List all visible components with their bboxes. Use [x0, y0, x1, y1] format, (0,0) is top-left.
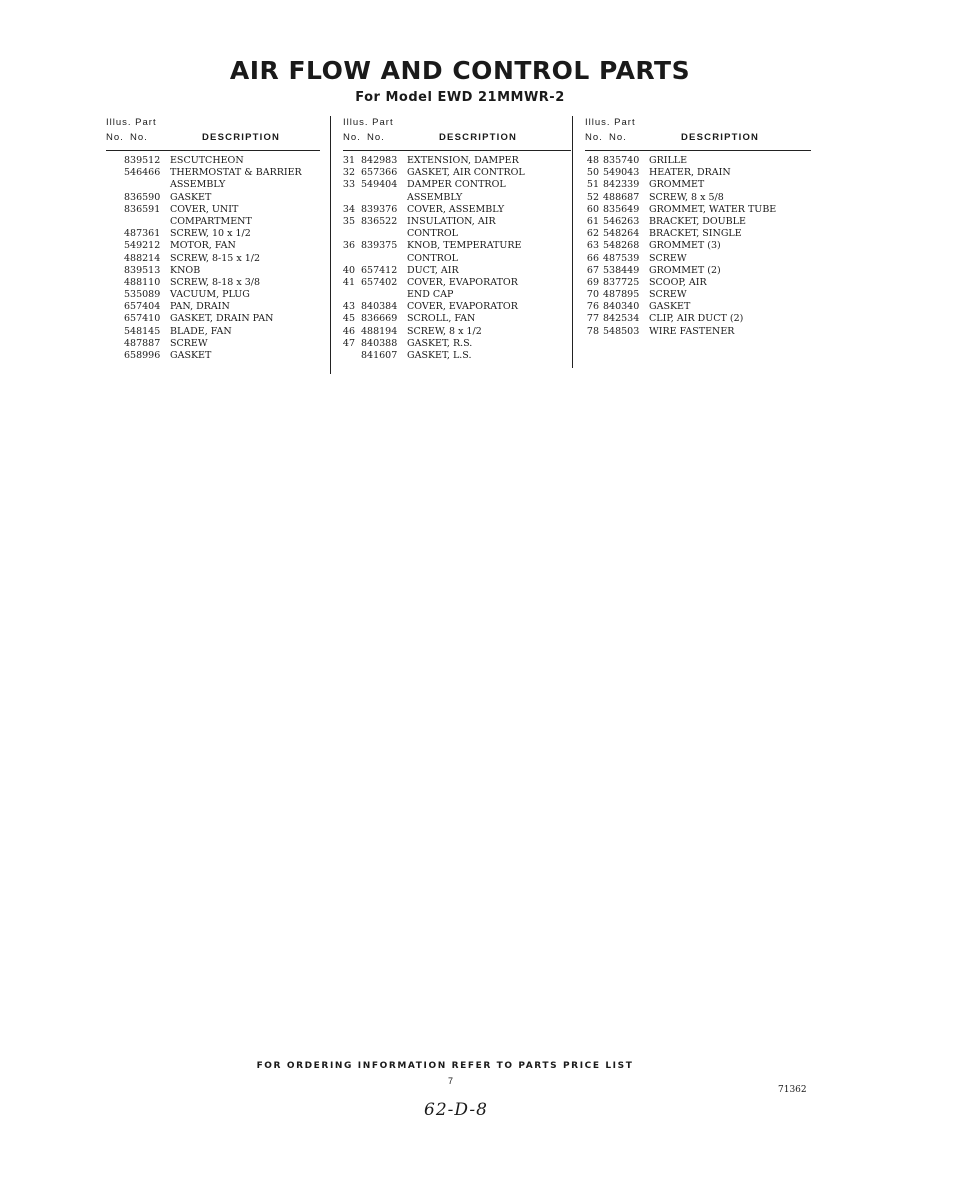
parts-row — [106, 313, 320, 325]
part-number: 548268 — [603, 240, 640, 252]
parts-row — [106, 289, 320, 301]
part-description: COMPARTMENT — [170, 215, 252, 227]
part-number: 657366 — [361, 167, 398, 179]
parts-row — [585, 277, 811, 289]
part-description: DUCT, AIR — [407, 264, 459, 276]
part-number: 487887 — [124, 337, 161, 349]
parts-list — [343, 155, 571, 362]
illus-number: 31 — [342, 155, 355, 166]
illus-number: 47 — [342, 337, 355, 349]
part-description: COVER, EVAPORATOR — [407, 301, 518, 313]
parts-row — [343, 301, 571, 313]
part-number: 535089 — [124, 289, 161, 301]
part-description: GASKET, DRAIN PAN — [170, 313, 274, 325]
part-number: 842339 — [603, 179, 640, 191]
parts-row — [106, 301, 320, 313]
part-description: SCROLL, FAN — [407, 313, 476, 325]
part-description: GASKET, L.S. — [407, 350, 472, 361]
part-description: COVER, EVAPORATOR — [407, 276, 518, 288]
parts-row — [343, 326, 571, 338]
illus-number: 33 — [342, 179, 355, 191]
illus-number: 50 — [586, 167, 599, 179]
part-number: 487361 — [124, 228, 161, 240]
part-number: 835649 — [603, 203, 640, 215]
parts-row — [106, 253, 320, 265]
part-description: SCREW — [649, 252, 687, 264]
parts-row — [585, 301, 811, 313]
part-description: GROMMET (3) — [649, 240, 721, 252]
part-description: ASSEMBLY — [170, 179, 226, 191]
header-part-no: No. — [609, 132, 627, 143]
document-number: 71362 — [778, 1085, 807, 1095]
part-description: GASKET, AIR CONTROL — [407, 167, 525, 179]
part-number: 657412 — [361, 264, 398, 276]
header-part-no: No. — [367, 132, 385, 143]
header-no: No. — [343, 132, 361, 143]
page-subtitle: For Model EWD 21MMWR-2 — [355, 90, 565, 105]
parts-row — [106, 265, 320, 277]
illus-number: 69 — [586, 276, 599, 288]
ordering-info-footer: FOR ORDERING INFORMATION REFER TO PARTS PRICE LIST — [256, 1061, 634, 1071]
part-number: 841607 — [361, 350, 398, 361]
part-description: GASKET — [170, 191, 212, 203]
part-description: HEATER, DRAIN — [649, 167, 731, 179]
part-description: COVER, ASSEMBLY — [407, 203, 505, 215]
parts-row — [106, 155, 320, 167]
parts-row — [585, 289, 811, 301]
part-description: BRACKET, SINGLE — [649, 228, 742, 240]
part-description: SCREW, 8-18 x 3/8 — [170, 276, 261, 288]
part-description: GASKET, R.S. — [407, 337, 473, 349]
part-number: 836522 — [361, 215, 398, 227]
part-number: 487895 — [603, 289, 640, 301]
part-number: 538449 — [603, 264, 640, 276]
header-description: DESCRIPTION — [439, 132, 518, 143]
parts-list — [106, 155, 320, 362]
illus-number: 36 — [342, 240, 355, 252]
parts-row — [585, 192, 811, 204]
part-number: 657410 — [124, 313, 161, 325]
part-description: SCOOP, AIR — [649, 276, 707, 288]
handwritten-note: 62-D-8 — [424, 1100, 488, 1120]
parts-row — [585, 179, 811, 191]
parts-row — [106, 277, 320, 289]
parts-row — [585, 313, 811, 325]
part-description: VACUUM, PLUG — [170, 289, 250, 301]
parts-row — [585, 155, 811, 167]
parts-row — [106, 350, 320, 362]
part-description: INSULATION, AIR — [407, 215, 496, 227]
parts-row — [343, 350, 571, 362]
parts-row — [106, 240, 320, 252]
illus-number: 48 — [586, 155, 599, 166]
parts-list — [585, 155, 811, 338]
part-description: SCREW, 8 x 5/8 — [649, 191, 724, 203]
illus-number: 43 — [342, 301, 355, 313]
part-number: 836669 — [361, 313, 398, 325]
header-illus-part: Illus. Part — [106, 117, 157, 128]
part-number: 549404 — [361, 179, 398, 191]
parts-row — [343, 338, 571, 350]
parts-row — [106, 228, 320, 240]
parts-row — [106, 179, 320, 191]
part-number: 840340 — [603, 301, 640, 313]
part-description: ASSEMBLY — [407, 191, 463, 203]
parts-row — [343, 228, 571, 240]
parts-row — [585, 253, 811, 265]
parts-row — [585, 265, 811, 277]
part-number: 658996 — [124, 350, 161, 361]
illus-number: 67 — [586, 264, 599, 276]
parts-row — [343, 155, 571, 167]
part-number: 842534 — [603, 313, 640, 325]
part-number: 840384 — [361, 301, 398, 313]
part-number: 839376 — [361, 203, 398, 215]
part-description: BRACKET, DOUBLE — [649, 215, 746, 227]
part-description: GASKET — [170, 350, 212, 361]
column-header — [343, 114, 571, 151]
part-description: COVER, UNIT — [170, 203, 239, 215]
header-description: DESCRIPTION — [681, 132, 760, 143]
part-description: SCREW — [170, 337, 208, 349]
part-number: 836590 — [124, 191, 161, 203]
illus-number: 66 — [586, 252, 599, 264]
part-description: SCREW, 8 x 1/2 — [407, 325, 482, 337]
header-description: DESCRIPTION — [202, 132, 281, 143]
part-number: 488214 — [124, 252, 161, 264]
parts-column-2 — [343, 114, 571, 362]
part-number: 842983 — [361, 155, 398, 166]
column-divider — [572, 116, 573, 368]
parts-row — [343, 204, 571, 216]
part-description: GROMMET, WATER TUBE — [649, 203, 777, 215]
part-number: 488194 — [361, 325, 398, 337]
parts-row — [585, 216, 811, 228]
parts-row — [343, 192, 571, 204]
part-number: 488687 — [603, 191, 640, 203]
parts-row — [106, 216, 320, 228]
illus-number: 77 — [586, 313, 599, 325]
illus-number: 41 — [342, 276, 355, 288]
part-description: CONTROL — [407, 252, 458, 264]
part-number: 487539 — [603, 252, 640, 264]
part-description: DAMPER CONTROL — [407, 179, 506, 191]
part-description: GROMMET (2) — [649, 264, 721, 276]
part-number: 549043 — [603, 167, 640, 179]
parts-column-1 — [106, 114, 320, 362]
part-description: GROMMET — [649, 179, 705, 191]
parts-row — [343, 253, 571, 265]
page-number: 7 — [448, 1076, 454, 1086]
column-header — [585, 114, 811, 151]
part-number: 836591 — [124, 203, 161, 215]
part-number: 657402 — [361, 276, 398, 288]
header-part-no: No. — [130, 132, 148, 143]
part-description: SCREW — [649, 289, 687, 301]
part-description: SCREW, 8-15 x 1/2 — [170, 252, 261, 264]
part-description: ESCUTCHEON — [170, 155, 244, 166]
part-description: WIRE FASTENER — [649, 325, 735, 337]
parts-row — [343, 289, 571, 301]
part-description: END CAP — [407, 289, 454, 301]
header-no: No. — [585, 132, 603, 143]
part-number: 837725 — [603, 276, 640, 288]
parts-row — [106, 167, 320, 179]
parts-column-3 — [585, 114, 811, 338]
parts-row — [585, 228, 811, 240]
illus-number: 35 — [342, 215, 355, 227]
part-number: 488110 — [124, 276, 161, 288]
illus-number: 40 — [342, 264, 355, 276]
illus-number: 34 — [342, 203, 355, 215]
parts-row — [343, 167, 571, 179]
parts-row — [343, 265, 571, 277]
part-description: MOTOR, FAN — [170, 240, 236, 252]
illus-number: 70 — [586, 289, 599, 301]
part-description: SCREW, 10 x 1/2 — [170, 228, 251, 240]
illus-number: 76 — [586, 301, 599, 313]
part-description: CONTROL — [407, 228, 458, 240]
part-number: 548264 — [603, 228, 640, 240]
parts-row — [585, 204, 811, 216]
part-description: EXTENSION, DAMPER — [407, 155, 519, 166]
part-description: KNOB, TEMPERATURE — [407, 240, 522, 252]
part-description: CLIP, AIR DUCT (2) — [649, 313, 744, 325]
part-number: 835740 — [603, 155, 640, 166]
parts-row — [585, 167, 811, 179]
part-description: GASKET — [649, 301, 691, 313]
parts-row — [585, 326, 811, 338]
illus-number: 45 — [342, 313, 355, 325]
part-number: 549212 — [124, 240, 161, 252]
parts-row — [585, 240, 811, 252]
header-illus-part: Illus. Part — [585, 117, 636, 128]
part-number: 548145 — [124, 325, 161, 337]
illus-number: 62 — [586, 228, 599, 240]
illus-number: 78 — [586, 325, 599, 337]
illus-number: 52 — [586, 191, 599, 203]
part-number: 840388 — [361, 337, 398, 349]
part-number: 546263 — [603, 215, 640, 227]
parts-row — [343, 277, 571, 289]
illus-number: 60 — [586, 203, 599, 215]
parts-row — [106, 326, 320, 338]
part-number: 548503 — [603, 325, 640, 337]
illus-number: 51 — [586, 179, 599, 191]
illus-number: 32 — [342, 167, 355, 179]
illus-number: 61 — [586, 215, 599, 227]
part-number: 839513 — [124, 264, 161, 276]
part-description: KNOB — [170, 264, 201, 276]
parts-row — [343, 179, 571, 191]
part-description: PAN, DRAIN — [170, 301, 230, 313]
parts-row — [343, 313, 571, 325]
illus-number: 63 — [586, 240, 599, 252]
header-illus-part: Illus. Part — [343, 117, 394, 128]
illus-number: 46 — [342, 325, 355, 337]
column-divider — [330, 116, 331, 374]
parts-row — [343, 240, 571, 252]
part-number: 839375 — [361, 240, 398, 252]
parts-row — [106, 338, 320, 350]
part-description: GRILLE — [649, 155, 688, 166]
part-number: 546466 — [124, 167, 161, 179]
part-description: THERMOSTAT & BARRIER — [170, 167, 302, 179]
part-number: 839512 — [124, 155, 161, 166]
header-no: No. — [106, 132, 124, 143]
parts-row — [106, 204, 320, 216]
parts-row — [343, 216, 571, 228]
part-number: 657404 — [124, 301, 161, 313]
part-description: BLADE, FAN — [170, 325, 232, 337]
column-header — [106, 114, 320, 151]
page-title: AIR FLOW AND CONTROL PARTS — [229, 56, 691, 85]
parts-row — [106, 192, 320, 204]
